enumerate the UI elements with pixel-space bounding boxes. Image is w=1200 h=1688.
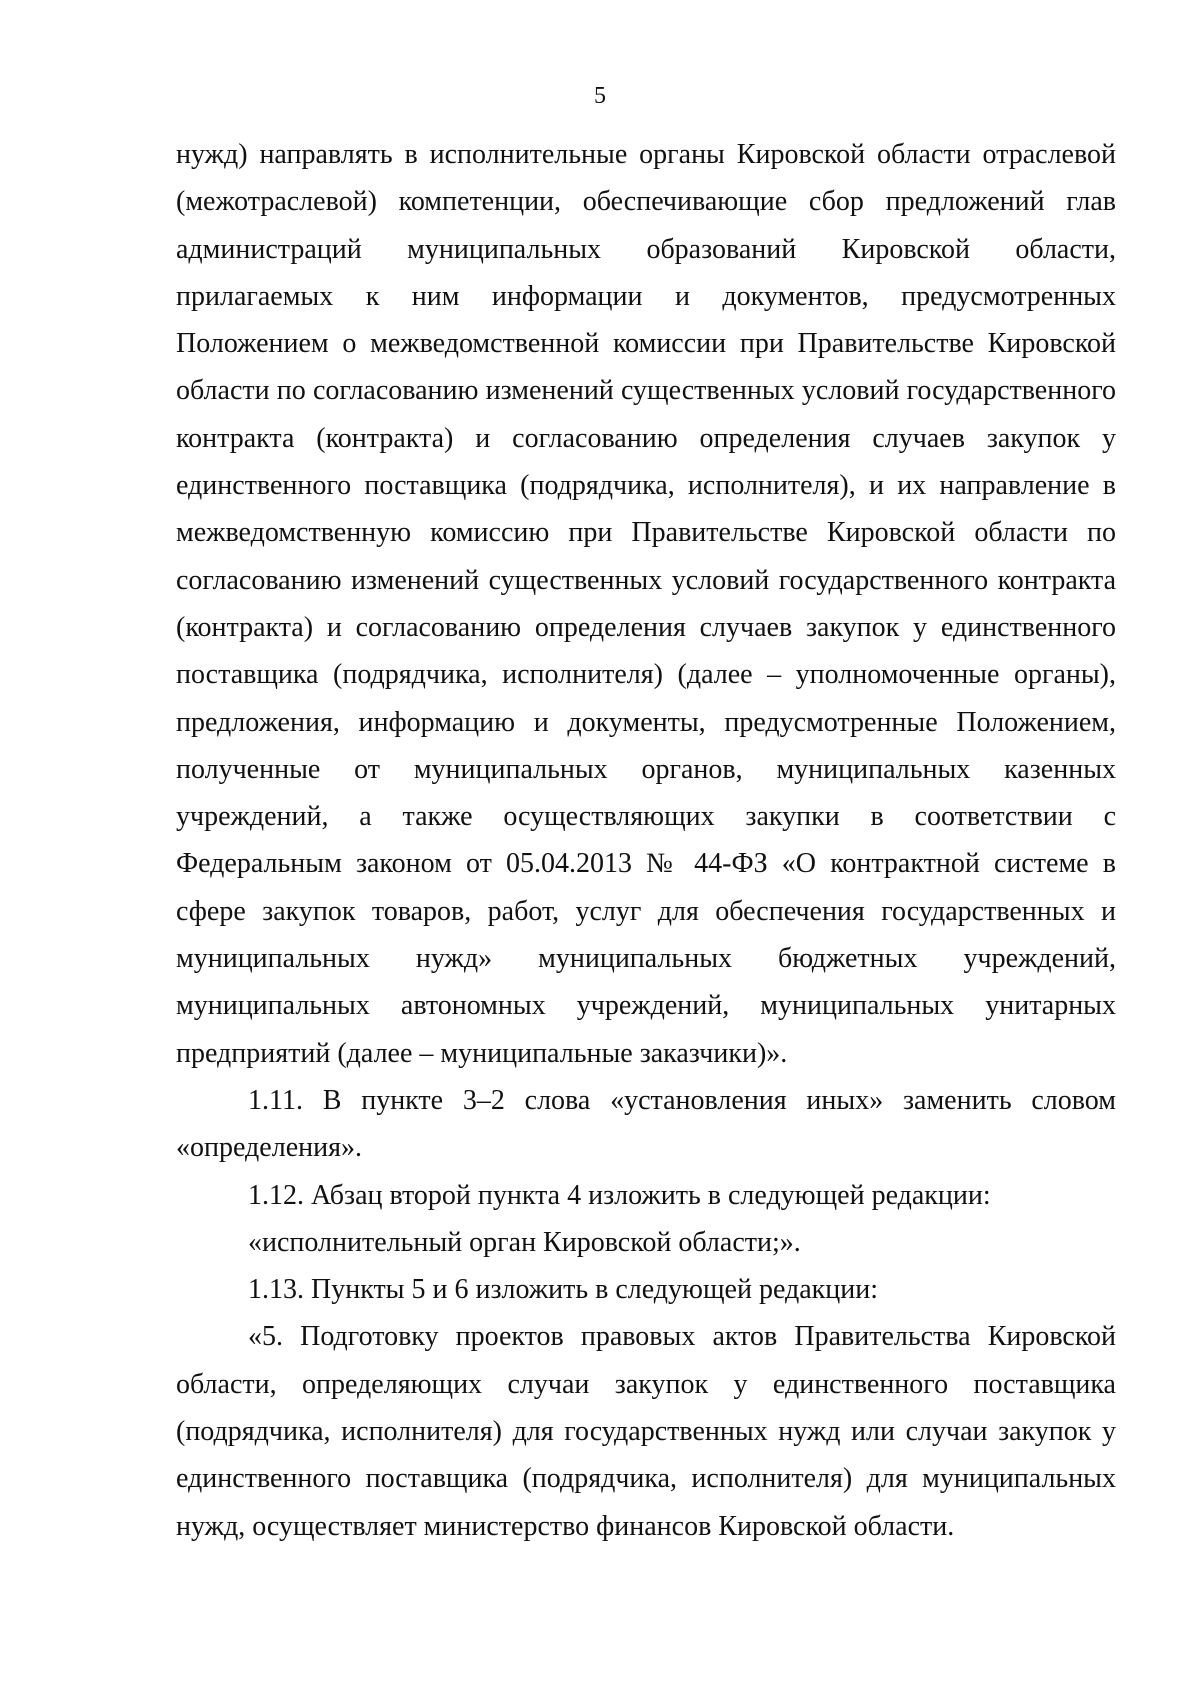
paragraph-quote-point-5: «5. Подготовку проектов правовых актов Правительства Кировской области, определяющих случаи закупок у единственного поставщика (подрядчика, исполнителя) для государственных нужд или случаи закупок у единственного поставщика (подрядчика, исполнителя) для муниципальных нужд, осуществляет министерство финансов Кировской области. bbox=[176, 1321, 1116, 1542]
paragraph-continuation: нужд) направлять в исполнительные органы Кировской области отраслевой (межотраслевой) компетенции, обеспечивающие сбор предложений глав администраций муниципальных образований Кировской области, прилагаемых к ним информации и документов, предусмотренных Положением о межведомственной комиссии при Правительстве Кировской области по согласованию изменений существенных условий государственного контракта (контракта) и согласованию определения случаев закупок у единственного поставщика (подрядчика, исполнителя), и их направление в межведомственную комиссию при Правительстве Кировской области по согласованию изменений существенных условий государственного контракта (контракта) и согласованию определения случаев закупок у единственного поставщика (подрядчика, исполнителя) (далее – уполномоченные органы), предложения, информацию и документы, предусмотренные Положением, полученные от муниципальных органов, муниципальных казенных учреждений, а также осуществляющих закупки в соответствии с Федеральным законом от 05.04.2013 № 44-ФЗ «О контрактной системе в сфере закупок товаров, работ, услуг для обеспечения государственных и муниципальных нужд» муниципальных бюджетных учреждений, муниципальных автономных учреждений, муниципальных унитарных предприятий (далее – муниципальные заказчики)». bbox=[176, 139, 1116, 1069]
document-body bbox=[176, 131, 1116, 1550]
paragraph-item-1-11: 1.11. В пункте 3–2 слова «установления иных» заменить словом «определения». bbox=[176, 1084, 1116, 1164]
paragraph-item-1-12: 1.12. Абзац второй пункта 4 изложить в следующей редакции: bbox=[248, 1179, 991, 1211]
paragraph-item-1-13: 1.13. Пункты 5 и 6 изложить в следующей редакции: bbox=[248, 1274, 879, 1306]
paragraph-quote-executive-body: «исполнительный орган Кировской области;». bbox=[248, 1226, 801, 1258]
page-number: 5 bbox=[594, 83, 606, 109]
